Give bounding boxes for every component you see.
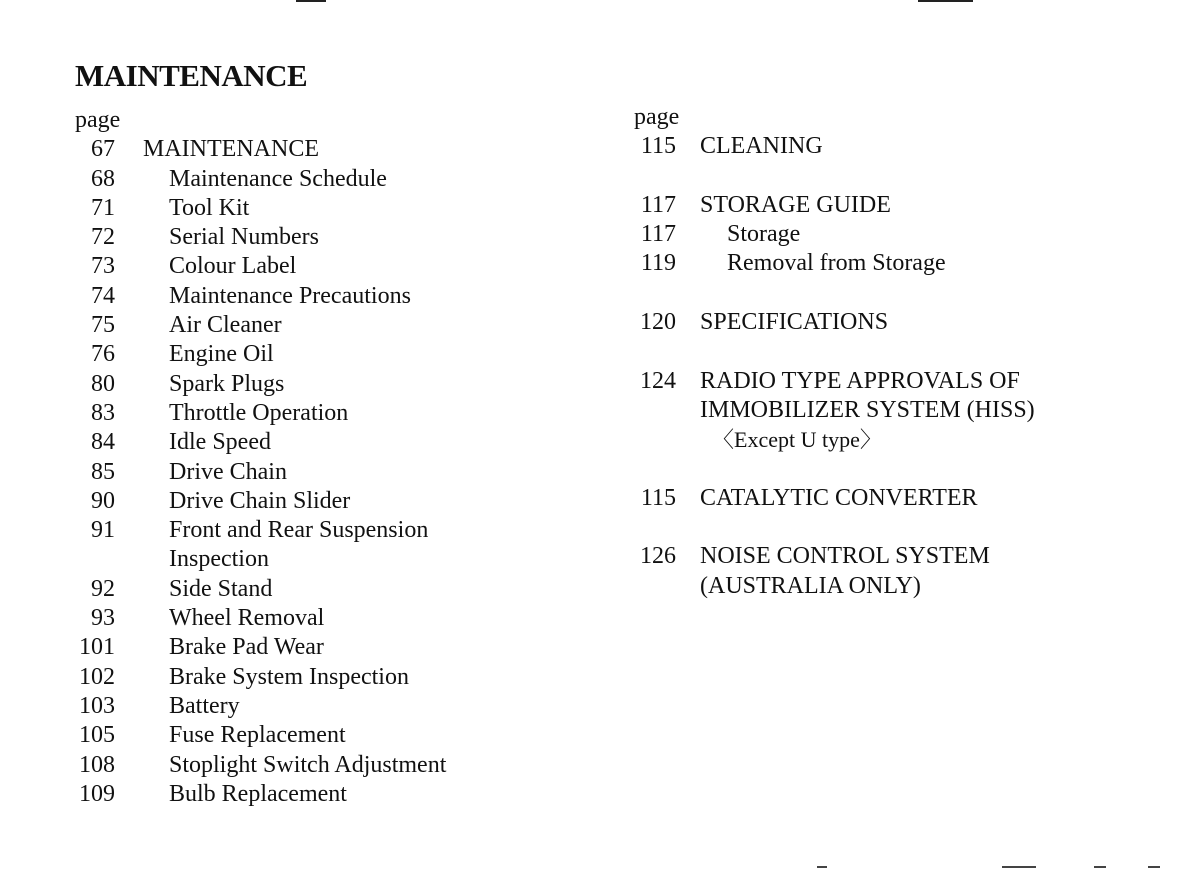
toc-entry-title: Spark Plugs <box>169 370 285 397</box>
toc-page-number: 93 <box>91 605 115 632</box>
toc-entry-title: Throttle Operation <box>169 399 349 426</box>
toc-page-number: 73 <box>91 253 115 280</box>
toc-entry <box>75 516 545 545</box>
toc-entry <box>75 340 545 369</box>
toc-entry <box>634 132 1134 161</box>
toc-entry-title: Serial Numbers <box>169 224 319 251</box>
toc-entry-title: Wheel Removal <box>169 605 325 632</box>
toc-page-number: 117 <box>640 221 676 248</box>
top-edge-mark-right <box>918 0 973 2</box>
toc-entry-title: (AUSTRALIA ONLY) <box>700 572 921 599</box>
toc-page-number: 85 <box>91 458 115 485</box>
toc-entry-title: MAINTENANCE <box>143 136 319 163</box>
toc-page-number: 102 <box>79 663 115 690</box>
toc-entry-title: CLEANING <box>700 133 823 160</box>
toc-page-number <box>634 425 676 454</box>
toc-entry <box>634 484 1134 513</box>
toc-spacer <box>634 279 1134 308</box>
toc-entry <box>75 194 545 223</box>
toc-page-number: 74 <box>91 282 115 309</box>
toc-entry-title: Brake System Inspection <box>169 663 409 690</box>
toc-page-number: 92 <box>91 575 115 602</box>
toc-entry <box>75 663 545 692</box>
toc-page-number: 76 <box>91 341 115 368</box>
toc-page-number: 119 <box>640 250 676 277</box>
toc-entry-title: Front and Rear Suspension <box>169 517 429 544</box>
toc-entry <box>75 633 545 662</box>
toc-entry-title: NOISE CONTROL SYSTEM <box>700 543 990 570</box>
toc-entry-title: Stoplight Switch Adjustment <box>169 751 447 778</box>
toc-entry <box>634 396 1134 425</box>
toc-entry-title: STORAGE GUIDE <box>700 191 891 218</box>
toc-entry <box>75 692 545 721</box>
toc-entry <box>75 575 545 604</box>
toc-page-number <box>75 545 115 574</box>
toc-page-number: 71 <box>91 194 115 221</box>
toc-page-number: 80 <box>91 370 115 397</box>
toc-page-number <box>634 396 676 425</box>
toc-spacer <box>634 513 1134 542</box>
toc-right-list <box>634 132 1134 601</box>
toc-entry <box>75 545 545 574</box>
toc-page-number: 117 <box>640 191 676 218</box>
toc-entry <box>75 751 545 780</box>
toc-entry <box>75 311 545 340</box>
toc-entry-title: Bulb Replacement <box>169 780 347 807</box>
toc-entry-title: Battery <box>169 692 240 719</box>
toc-entry <box>75 165 545 194</box>
toc-entry <box>634 542 1134 571</box>
toc-entry <box>634 220 1134 249</box>
page-column-header: page <box>634 104 680 130</box>
toc-left-column <box>75 106 545 809</box>
toc-page-number: 115 <box>640 484 676 511</box>
bottom-edge-mark <box>1094 866 1106 868</box>
toc-entry-title: Tool Kit <box>169 194 250 221</box>
toc-entry <box>75 458 545 487</box>
toc-page-number: 124 <box>640 367 676 394</box>
toc-entry <box>75 399 545 428</box>
toc-entry-title: IMMOBILIZER SYSTEM (HISS) <box>700 396 1035 423</box>
toc-entry <box>634 249 1134 278</box>
toc-page-number: 91 <box>91 517 115 544</box>
toc-left-list <box>75 135 545 809</box>
toc-page-number: 68 <box>91 165 115 192</box>
toc-entry <box>75 135 545 164</box>
toc-entry-title: Removal from Storage <box>727 250 946 277</box>
toc-page-number: 120 <box>640 309 676 336</box>
toc-entry <box>634 425 1134 454</box>
toc-page-number: 103 <box>79 692 115 719</box>
toc-page-number: 72 <box>91 224 115 251</box>
toc-entry-title: Drive Chain Slider <box>169 487 351 514</box>
bottom-edge-mark <box>817 866 827 868</box>
toc-entry <box>634 572 1134 601</box>
page-title: MAINTENANCE <box>75 58 308 93</box>
toc-entry-title: Maintenance Schedule <box>169 165 387 192</box>
toc-entry <box>75 604 545 633</box>
toc-entry-title: RADIO TYPE APPROVALS OF <box>700 367 1020 394</box>
toc-page-number: 83 <box>91 399 115 426</box>
toc-entry-title: Drive Chain <box>169 458 287 485</box>
toc-entry <box>75 721 545 750</box>
toc-entry <box>75 780 545 809</box>
toc-spacer <box>634 337 1134 366</box>
toc-page-number <box>634 572 676 601</box>
toc-entry-title: CATALYTIC CONVERTER <box>700 484 978 511</box>
bottom-edge-mark <box>1148 866 1160 868</box>
toc-entry-title: Air Cleaner <box>169 312 282 339</box>
toc-spacer <box>634 162 1134 191</box>
toc-page-number: 115 <box>640 133 676 160</box>
toc-entry-title: Side Stand <box>169 575 273 602</box>
toc-entry-title: Colour Label <box>169 253 297 280</box>
toc-entry <box>75 487 545 516</box>
toc-entry <box>75 428 545 457</box>
toc-entry-title: Idle Speed <box>169 429 271 456</box>
toc-spacer <box>634 455 1134 484</box>
toc-entry-title: 〈Except U type〉 <box>712 427 882 453</box>
toc-page-number: 109 <box>79 780 115 807</box>
toc-entry <box>75 252 545 281</box>
bottom-edge-mark <box>1002 866 1036 868</box>
toc-page-number: 101 <box>79 634 115 661</box>
top-edge-mark-left <box>296 0 326 2</box>
toc-page-number: 126 <box>640 543 676 570</box>
page-column-header: page <box>75 107 121 133</box>
toc-page-number: 75 <box>91 312 115 339</box>
toc-entry-title: SPECIFICATIONS <box>700 309 889 336</box>
toc-page-number: 67 <box>91 136 115 163</box>
toc-right-column <box>634 103 1134 601</box>
toc-entry <box>75 223 545 252</box>
toc-entry <box>75 370 545 399</box>
toc-page-number: 105 <box>79 722 115 749</box>
toc-page-number: 90 <box>91 487 115 514</box>
toc-entry-title: Engine Oil <box>169 341 274 368</box>
toc-entry-title: Inspection <box>169 546 269 573</box>
toc-entry <box>634 191 1134 220</box>
toc-page-number: 108 <box>79 751 115 778</box>
toc-entry-title: Fuse Replacement <box>169 722 346 749</box>
toc-entry <box>75 282 545 311</box>
toc-entry <box>634 308 1134 337</box>
toc-entry-title: Maintenance Precautions <box>169 282 411 309</box>
toc-entry-title: Storage <box>727 221 801 248</box>
toc-page-number: 84 <box>91 429 115 456</box>
toc-entry-title: Brake Pad Wear <box>169 634 324 661</box>
toc-entry <box>634 367 1134 396</box>
